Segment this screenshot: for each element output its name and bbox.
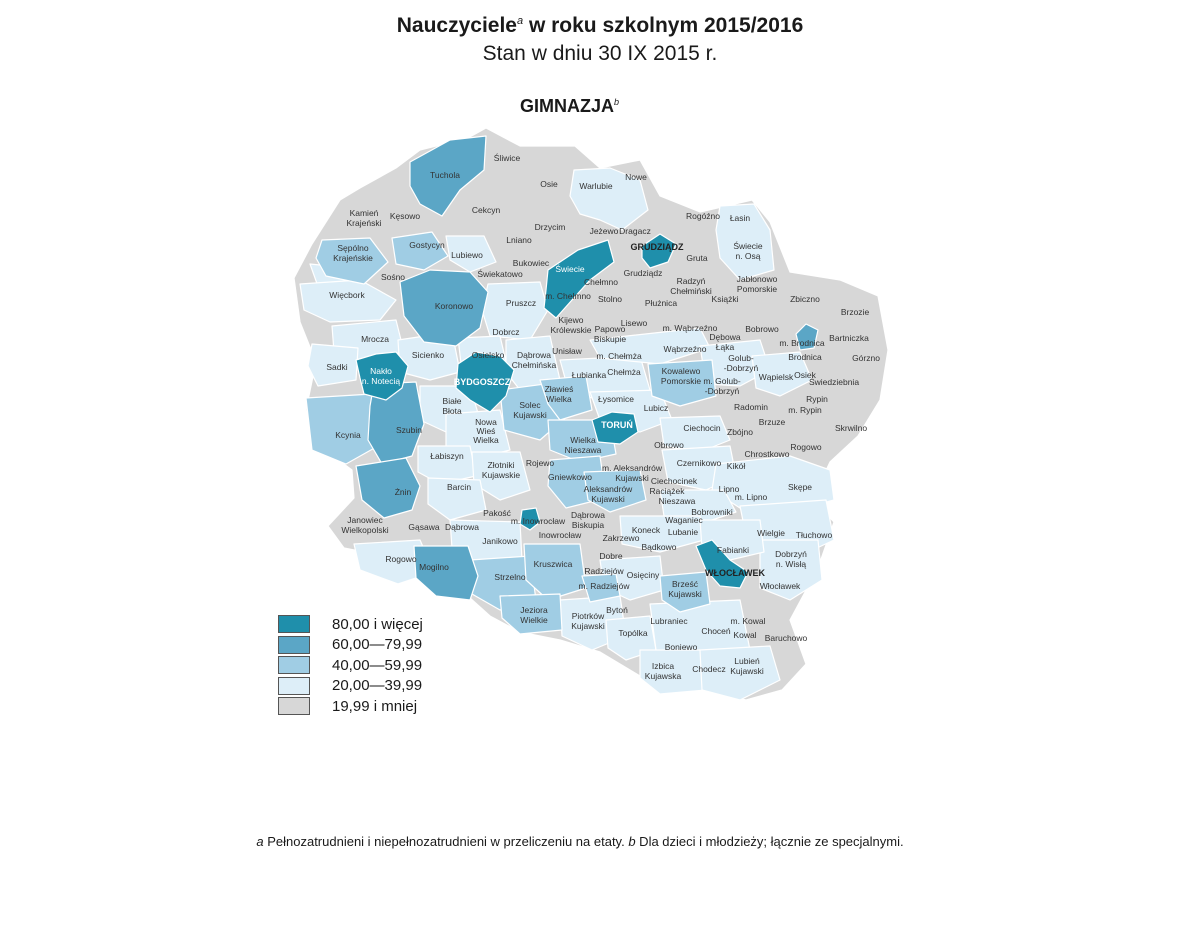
label-radzyn-2: Chełmiński [670, 286, 712, 296]
label-zlawies-1: Zławieś [544, 384, 574, 394]
label-naklo-1: Nakło [370, 366, 392, 376]
label-tuchola: Tuchola [430, 170, 460, 180]
label-warlubie: Warlubie [579, 181, 613, 191]
label-brzozie: Brzozie [840, 307, 870, 317]
label-unislaw: Unisław [552, 346, 582, 356]
label-koronowo: Koronowo [434, 301, 474, 311]
label-izbica-1: Izbica [651, 661, 675, 671]
legend-item [278, 635, 423, 656]
legend-label: 80,00 i więcej [332, 615, 423, 633]
label-nowe: Nowe [625, 172, 647, 182]
label-grudziadz-city: GRUDZIĄDZ [630, 242, 684, 252]
label-piotrkow-1: Piotrków [571, 611, 605, 621]
label-chrostkowo: Chrostkowo [744, 449, 790, 459]
label-biale-1: Białe [442, 396, 462, 406]
label-nowawies-2: Wieś [476, 426, 496, 436]
label-bobrowniki: Bobrowniki [691, 507, 733, 517]
label-ciechocin: Ciechocin [683, 423, 721, 433]
label-nowawies-1: Nowa [475, 417, 497, 427]
label-wiecbork: Więcbork [329, 290, 365, 300]
legend-item [278, 614, 423, 635]
area-mogilno [414, 546, 478, 600]
label-biale-2: Błota [442, 406, 462, 416]
label-brodnica: Brodnica [788, 352, 822, 362]
level-text: GIMNAZJA [520, 96, 614, 116]
label-mlipno: m. Lipno [734, 492, 768, 502]
label-lubiewo: Lubiewo [451, 250, 483, 260]
label-ciechocinek: Ciechocinek [650, 476, 698, 486]
label-sicienko: Sicienko [411, 350, 445, 360]
label-sadki: Sadki [326, 362, 348, 372]
label-debowa-2: Łąka [715, 342, 735, 352]
label-lubicz: Lubicz [643, 403, 669, 413]
label-lasin: Łasin [729, 213, 751, 223]
label-swiekatowo: Świekatowo [477, 269, 523, 279]
level-footnote-marker: b [614, 97, 620, 107]
label-kamien-2: Krajeński [346, 218, 382, 228]
label-swiecie-osa-2: n. Osą [735, 251, 761, 261]
label-brzesc-1: Brześć [672, 579, 698, 589]
label-janowiec-1: Janowiec [347, 515, 383, 525]
label-mogilno: Mogilno [419, 562, 449, 572]
legend-item [278, 655, 423, 676]
label-sepolno-2: Krajeńskie [333, 253, 373, 263]
label-grudziadz: Grudziądz [623, 268, 663, 278]
label-skepe: Skępe [787, 482, 813, 492]
label-kowal: Kowal [733, 630, 757, 640]
map-subtitle: Stan w dniu 30 IX 2015 r. [482, 42, 718, 65]
label-kamien-1: Kamień [349, 208, 379, 218]
label-dobre: Dobre [599, 551, 623, 561]
title-main: Nauczyciele [396, 14, 517, 37]
label-aleks-1: Aleksandrów [583, 484, 633, 494]
label-jeziora-1: Jeziora [520, 605, 548, 615]
label-kijewo-2: Królewskie [550, 325, 592, 335]
label-badkowo: Bądkowo [641, 542, 677, 552]
label-dabrowa: Dąbrowa [444, 522, 480, 532]
label-kesowo: Kęsowo [389, 211, 421, 221]
label-brzesc-2: Kujawski [668, 589, 702, 599]
label-barcin: Barcin [446, 482, 472, 492]
label-radziejow: Radziejów [584, 566, 624, 576]
label-rogozno: Rogóźno [685, 211, 721, 221]
label-mgolub-2: -Dobrzyń [704, 386, 740, 396]
label-golub-1: Golub- [728, 353, 754, 363]
legend-label: 20,00—39,99 [332, 677, 423, 695]
label-swiecie: Świecie [555, 264, 585, 274]
label-rogowo-w: Rogowo [385, 554, 417, 564]
label-osiek: Osiek [794, 370, 816, 380]
label-wloclawek: Włocławek [759, 581, 801, 591]
label-maleks-1: m. Aleksandrów [602, 463, 662, 473]
label-osie: Osie [540, 179, 558, 189]
label-rypin: Rypin [806, 394, 828, 404]
label-szubin: Szubin [396, 425, 422, 435]
label-dobrzyn-2: n. Wisłą [775, 559, 807, 569]
footnote-a-letter: a [256, 834, 264, 849]
legend-swatch [278, 636, 310, 654]
label-zlotniki-1: Złotniki [487, 460, 515, 470]
label-wielgie: Wielgie [757, 528, 785, 538]
label-strzelno: Strzelno [494, 572, 526, 582]
label-lubianka: Łubianka [571, 370, 607, 380]
label-dobrzyn-1: Dobrzyń [775, 549, 807, 559]
label-aleks-2: Kujawski [591, 494, 625, 504]
label-naklo-2: n. Notecią [361, 376, 401, 386]
label-wloclawek-city: WŁOCŁAWEK [705, 568, 765, 578]
label-skrwilno: Skrwilno [834, 423, 868, 433]
footnote-b-text: Dla dzieci i młodzieży; łącznie ze specjalnymi. [635, 834, 904, 849]
label-kijewo-1: Kijewo [558, 315, 584, 325]
label-pluznica: Płużnica [644, 298, 678, 308]
label-mchelmza: m. Chełmża [596, 351, 642, 361]
label-mwabrzezno: m. Wąbrzeźno [662, 323, 718, 333]
label-kikol: Kikół [726, 461, 746, 471]
footnote-a-text: Pełnozatrudnieni i niepełnozatrudnieni w przeliczeniu na etaty. [263, 834, 629, 849]
label-bydgoszcz: BYDGOSZCZ [453, 377, 511, 387]
label-zakrzewo: Zakrzewo [602, 533, 640, 543]
label-jeziora-2: Wielkie [520, 615, 548, 625]
label-gorzno: Górzno [852, 353, 880, 363]
label-dabrowab-2: Biskupia [571, 520, 605, 530]
label-torun: TORUŃ [601, 420, 633, 430]
label-gruta: Gruta [686, 253, 708, 263]
label-nieszawa: Nieszawa [658, 496, 696, 506]
label-swiecie-osa-1: Świecie [733, 241, 763, 251]
label-mkowal: m. Kowal [730, 616, 766, 626]
label-izbica-2: Kujawska [644, 671, 682, 681]
label-pruszcz: Pruszcz [505, 298, 537, 308]
legend-swatch [278, 677, 310, 695]
label-topolka: Topólka [618, 628, 648, 638]
label-zbojno: Zbójno [727, 427, 753, 437]
label-brzuze: Brzuze [758, 417, 786, 427]
label-debowa-1: Dębowa [709, 332, 741, 342]
legend-item [278, 696, 423, 717]
label-bartniczka: Bartniczka [829, 333, 869, 343]
label-lubien-2: Kujawski [730, 666, 764, 676]
label-piotrkow-2: Kujawski [571, 621, 605, 631]
label-zlawies-2: Wielka [546, 394, 572, 404]
label-minowroclaw: m. Inowrocław [510, 516, 566, 526]
label-pakosc: Pakość [483, 508, 511, 518]
label-chelmno: Chełmno [583, 277, 619, 287]
label-lubraniec: Lubraniec [650, 616, 688, 626]
footnote-b-letter: b [628, 834, 636, 849]
label-sliwice: Śliwice [493, 153, 521, 163]
label-dabrowach-1: Dąbrowa [516, 350, 552, 360]
label-maleks-2: Kujawski [615, 473, 649, 483]
label-mradziejow: m. Radziejów [578, 581, 630, 591]
label-sepolno-1: Sępólno [337, 243, 369, 253]
label-drzycim: Drzycim [534, 222, 566, 232]
label-cekcyn: Cekcyn [471, 205, 501, 215]
legend-label: 19,99 i mniej [332, 697, 418, 715]
label-lisewo: Lisewo [620, 318, 648, 328]
label-boniewo: Boniewo [664, 642, 698, 652]
label-lniano: Lniano [506, 235, 532, 245]
label-swiedziebnia: Świedziebnia [808, 377, 860, 387]
label-kowalewo-1: Kowalewo [661, 366, 701, 376]
label-wapielsk: Wąpielsk [758, 372, 794, 382]
label-chelmza: Chełmża [607, 367, 641, 377]
label-chodecz: Chodecz [692, 664, 726, 674]
label-lubanie: Lubanie [667, 527, 699, 537]
label-raciazek: Raciążek [649, 486, 685, 496]
school-level-heading [520, 96, 619, 117]
label-bukowiec: Bukowiec [512, 258, 550, 268]
legend-label: 60,00—79,99 [332, 636, 423, 654]
label-papowo-2: Biskupie [593, 334, 627, 344]
label-stolno: Stolno [597, 294, 623, 304]
map-title [0, 14, 1200, 38]
label-osielsko: Osielsko [471, 350, 505, 360]
label-golub-2: -Dobrzyń [723, 363, 759, 373]
footnote [0, 834, 1160, 849]
label-czernikowo: Czernikowo [676, 458, 722, 468]
label-lipno: Lipno [718, 484, 740, 494]
label-obrowo: Obrowo [654, 440, 684, 450]
label-fabianki: Fabianki [716, 545, 750, 555]
legend-swatch [278, 615, 310, 633]
label-baruchowo: Baruchowo [764, 633, 808, 643]
label-tluchowo: Tłuchowo [795, 530, 833, 540]
label-mchelmno: m. Chełmno [545, 291, 591, 301]
label-wielkanie-1: Wielka [570, 435, 596, 445]
label-radzyn-1: Radzyń [676, 276, 706, 286]
label-janikowo: Janikowo [482, 536, 518, 546]
label-dabrowach-2: Chełmińska [511, 360, 557, 370]
label-kruszwica: Kruszwica [533, 559, 573, 569]
label-mbrodnica: m. Brodnica [779, 338, 825, 348]
label-wielkanie-2: Nieszawa [564, 445, 602, 455]
legend-item [278, 676, 423, 697]
label-dragacz: Dragacz [619, 226, 651, 236]
label-sosno: Sośno [380, 272, 406, 282]
label-inowroclaw: Inowrocław [538, 530, 582, 540]
label-papowo-1: Papowo [594, 324, 626, 334]
label-waganiec: Waganiec [665, 515, 703, 525]
label-koneck: Koneck [631, 525, 661, 535]
legend-swatch [278, 697, 310, 715]
legend-label: 40,00—59,99 [332, 656, 423, 674]
label-labiszyn: Łabiszyn [430, 451, 464, 461]
label-bobrowo: Bobrowo [745, 324, 779, 334]
label-nowawies-3: Wielka [473, 435, 499, 445]
label-gasawa: Gąsawa [408, 522, 440, 532]
label-osieciny: Osięciny [626, 570, 660, 580]
label-kowalewo-2: Pomorskie [660, 376, 702, 386]
label-znin: Żnin [394, 487, 412, 497]
label-jablonowo-2: Pomorskie [736, 284, 778, 294]
label-jablonowo-1: Jabłonowo [736, 274, 778, 284]
map-legend [278, 614, 423, 717]
label-janowiec-2: Wielkopolski [341, 525, 389, 535]
legend-swatch [278, 656, 310, 674]
label-chocen: Choceń [701, 626, 731, 636]
label-gostycyn: Gostycyn [409, 240, 445, 250]
label-solec-1: Solec [519, 400, 541, 410]
label-dabrowab-1: Dąbrowa [570, 510, 606, 520]
label-kcynia: Kcynia [335, 430, 361, 440]
label-byton: Bytoń [606, 605, 628, 615]
label-gniewkowo: Gniewkowo [548, 472, 592, 482]
title-rest: w roku szkolnym 2015/2016 [523, 14, 804, 37]
title-footnote-marker: a [516, 15, 524, 27]
label-ksiazki: Książki [711, 294, 739, 304]
label-solec-2: Kujawski [513, 410, 547, 420]
label-zbiczno: Zbiczno [790, 294, 820, 304]
label-dobrcz: Dobrcz [492, 327, 520, 337]
label-mgolub-1: m. Golub- [703, 376, 741, 386]
label-mrypin: m. Rypin [788, 405, 822, 415]
label-lubien-1: Lubień [734, 656, 760, 666]
label-zlotniki-2: Kujawskie [481, 470, 521, 480]
label-lysomice: Łysomice [598, 394, 634, 404]
label-rojewo: Rojewo [525, 458, 555, 468]
label-wabrzezno: Wąbrzeźno [663, 344, 707, 354]
label-jezewo: Jeżewo [589, 226, 619, 236]
label-mrocza: Mrocza [361, 334, 389, 344]
label-rogowo-e: Rogowo [790, 442, 822, 452]
label-radomin: Radomin [733, 402, 769, 412]
